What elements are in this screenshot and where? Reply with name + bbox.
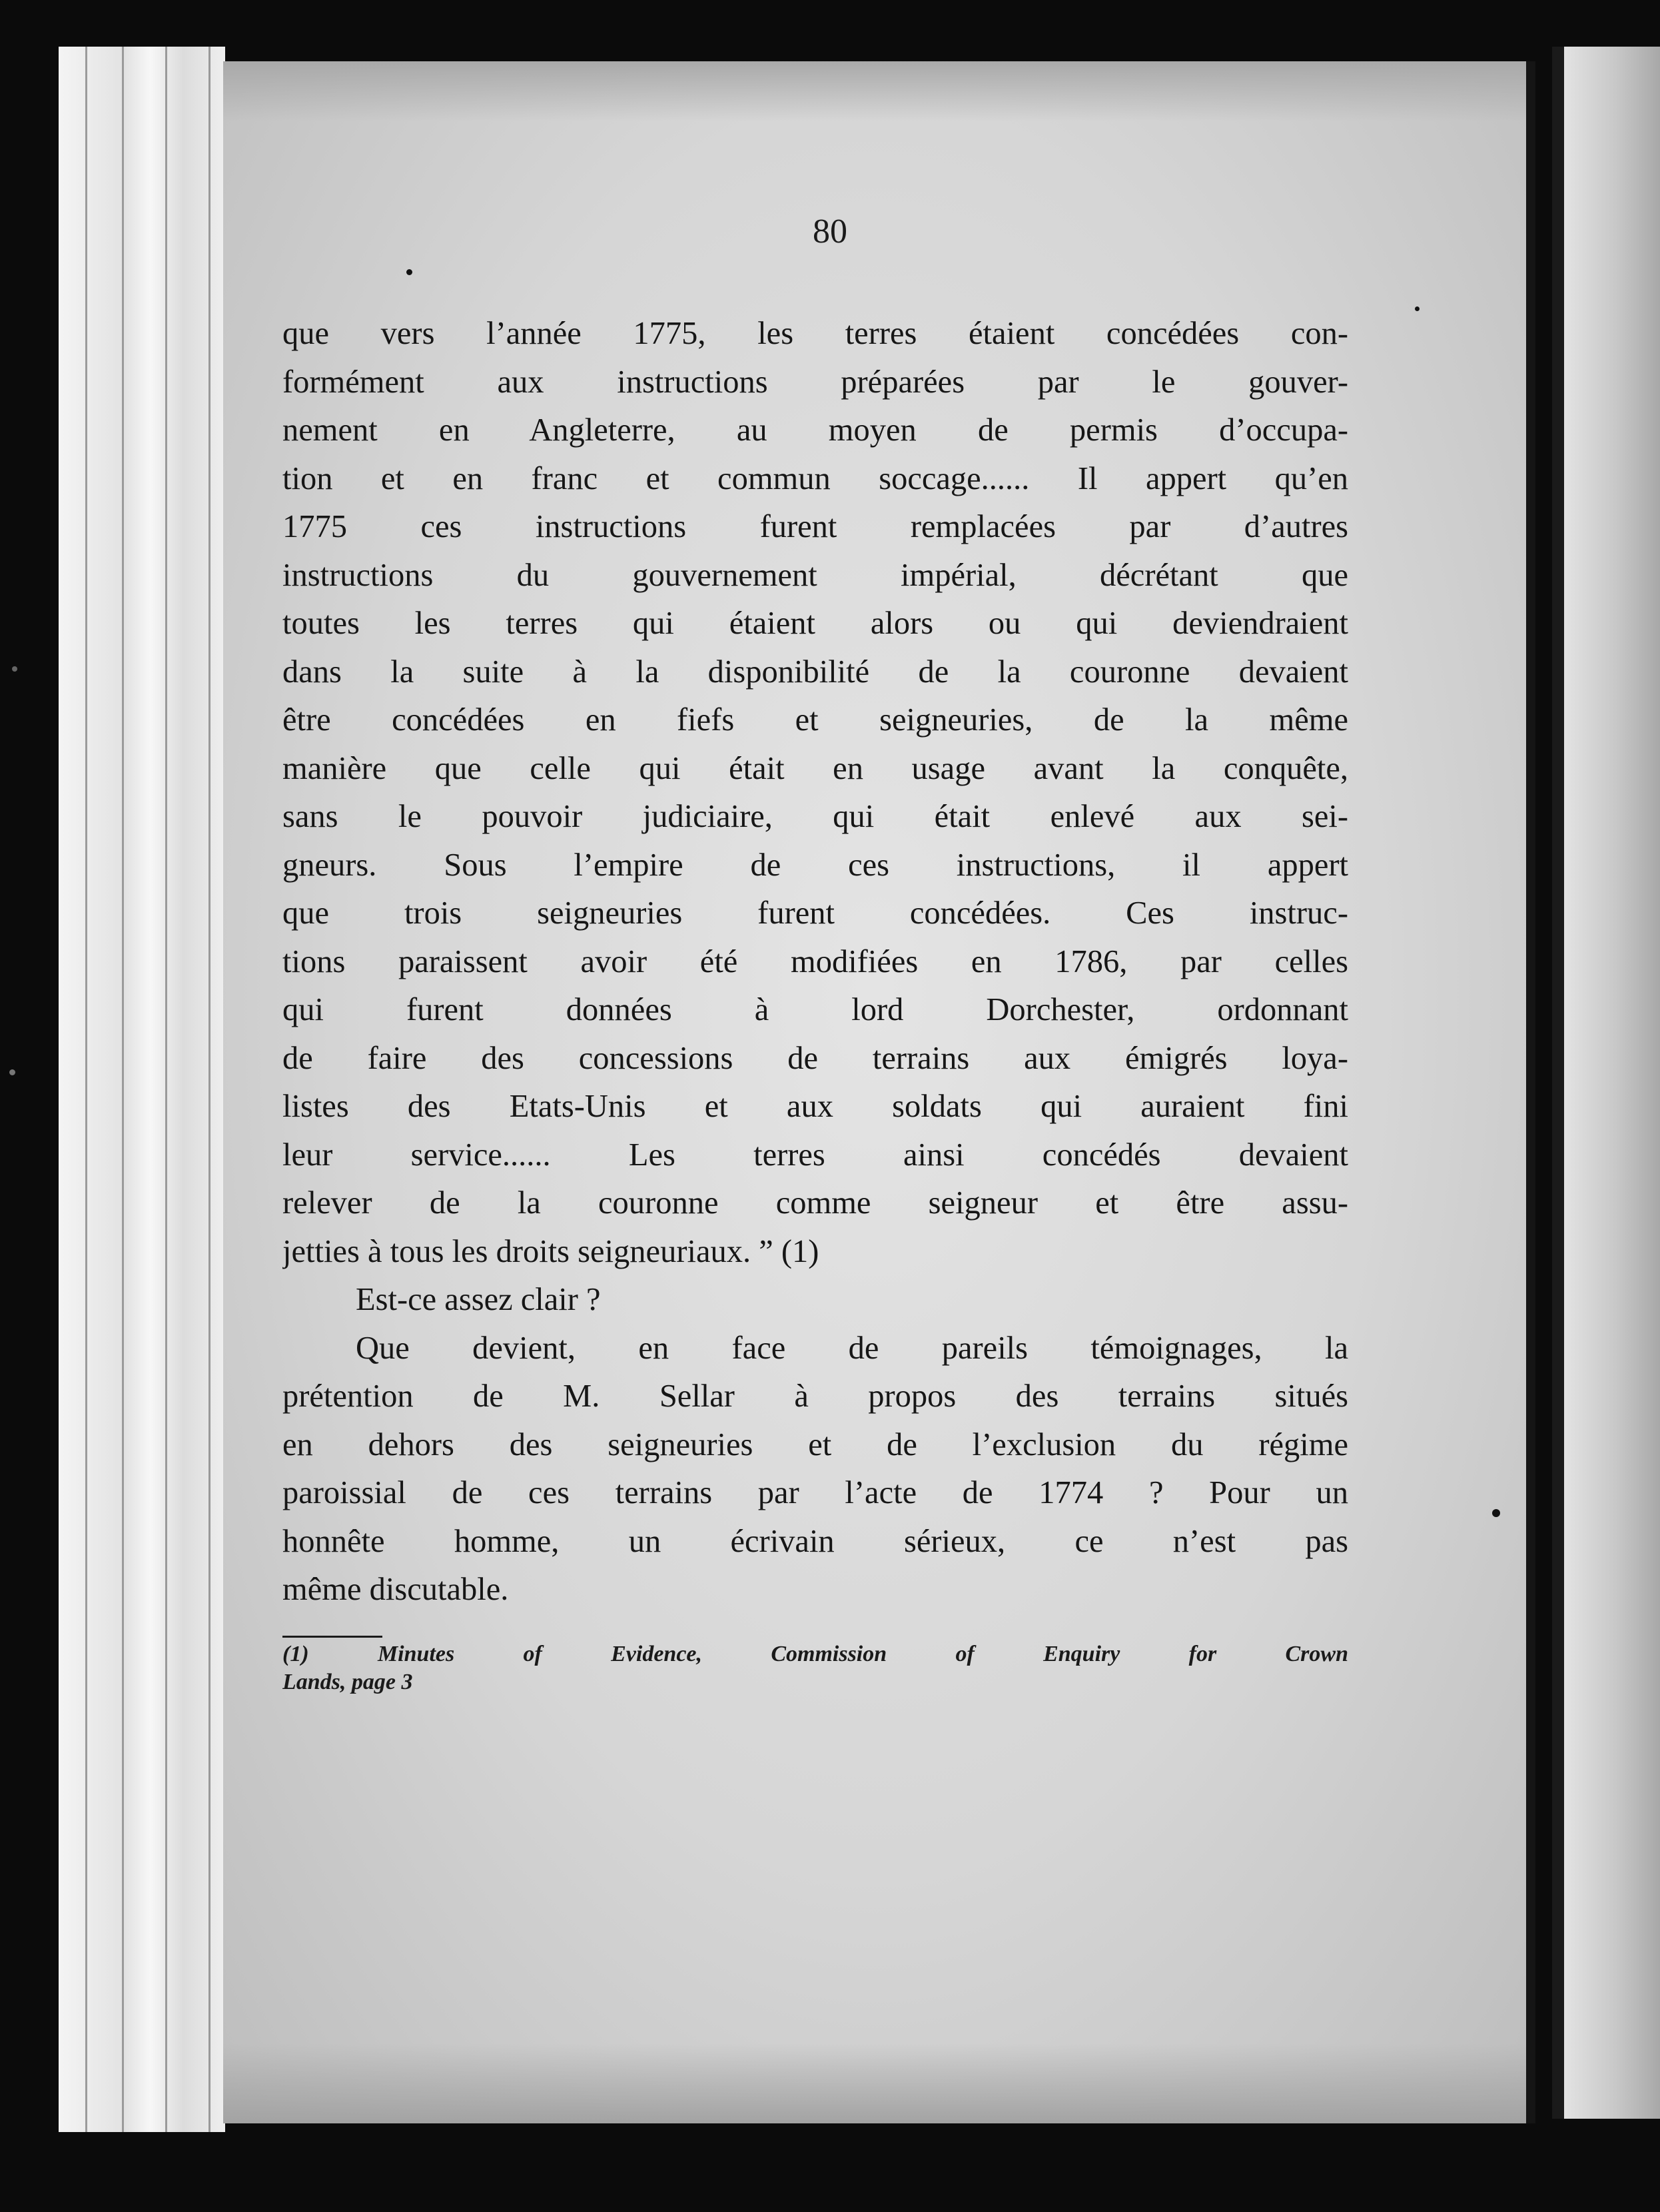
scan-speck xyxy=(12,666,17,672)
page-top-shadow xyxy=(223,61,1526,121)
page-edge-line xyxy=(165,47,167,2132)
footnote xyxy=(282,1640,1348,1696)
text-line: relever de la couronne comme seigneur et être assu- xyxy=(282,1185,1348,1221)
text-line: tion et en franc et commun soccage...... Il appert qu’en xyxy=(282,460,1348,496)
page-edge-line xyxy=(85,47,87,2132)
text-line: qui furent données à lord Dorchester, ordonnant xyxy=(282,992,1348,1027)
text-line: gneurs. Sous l’empire de ces instructions, il appert xyxy=(282,847,1348,883)
text-line: que trois seigneuries furent concédées. Ces instruc- xyxy=(282,895,1348,931)
text-line: instructions du gouvernement impérial, décrétant que xyxy=(282,557,1348,593)
text-line: prétention de M. Sellar à propos des terrains situés xyxy=(282,1379,1348,1414)
text-line: Est-ce assez clair ? xyxy=(356,1282,601,1317)
text-line: 1775 ces instructions furent remplacées par d’autres xyxy=(282,509,1348,544)
text-line: leur service...... Les terres ainsi concédés devaient xyxy=(282,1137,1348,1173)
scan-speck xyxy=(1415,306,1420,311)
text-line: sans le pouvoir judiciaire, qui était enlevé aux sei- xyxy=(282,799,1348,834)
scan-speck xyxy=(9,1069,15,1075)
footnote-line: Lands, page 3 xyxy=(282,1670,413,1694)
text-line: que vers l’année 1775, les terres étaient concédées con- xyxy=(282,316,1348,351)
page-number: 80 xyxy=(813,213,847,251)
text-line: honnête homme, un écrivain sérieux, ce n’est pas xyxy=(282,1523,1348,1559)
text-line: manière que celle qui était en usage avant la conquête, xyxy=(282,750,1348,786)
text-line: Que devient, en face de pareils témoignages, la xyxy=(356,1330,1348,1366)
text-line: formément aux instructions préparées par le gouver- xyxy=(282,364,1348,400)
page-edge-line xyxy=(208,47,210,2132)
text-line: nement en Angleterre, au moyen de permis d’occupa- xyxy=(282,412,1348,448)
body-text xyxy=(282,310,1348,1614)
page-edge-line xyxy=(122,47,124,2132)
text-line: listes des Etats-Unis et aux soldats qui auraient fini xyxy=(282,1089,1348,1124)
footnote-line: (1) Minutes of Evidence, Commission of Enquiry for Crown xyxy=(282,1642,1348,1666)
text-line: en dehors des seigneuries et de l’exclusion du régime xyxy=(282,1426,1348,1462)
gutter xyxy=(1552,47,1564,2119)
page-bottom-shadow xyxy=(223,2043,1526,2123)
text-line: dans la suite à la disponibilité de la couronne devaient xyxy=(282,654,1348,690)
text-line: paroissial de ces terrains par l’acte de 1774 ? Pour un xyxy=(282,1475,1348,1510)
text-line: de faire des concessions de terrains aux émigrés loya- xyxy=(282,1040,1348,1076)
page-edges xyxy=(59,47,225,2132)
opposite-page-edge xyxy=(1552,47,1660,2119)
text-line: tions paraissent avoir été modifiées en 1786, par celles xyxy=(282,943,1348,979)
footnote-rule xyxy=(282,1636,382,1638)
text-line: jetties à tous les droits seigneuriaux. ” (1) xyxy=(282,1233,819,1269)
scan-speck xyxy=(1492,1509,1500,1517)
text-line: être concédées en fiefs et seigneuries, de la même xyxy=(282,702,1348,738)
text-line: même discutable. xyxy=(282,1572,509,1607)
text-line: toutes les terres qui étaient alors ou qui deviendraient xyxy=(282,606,1348,641)
scan-speck xyxy=(406,269,412,275)
